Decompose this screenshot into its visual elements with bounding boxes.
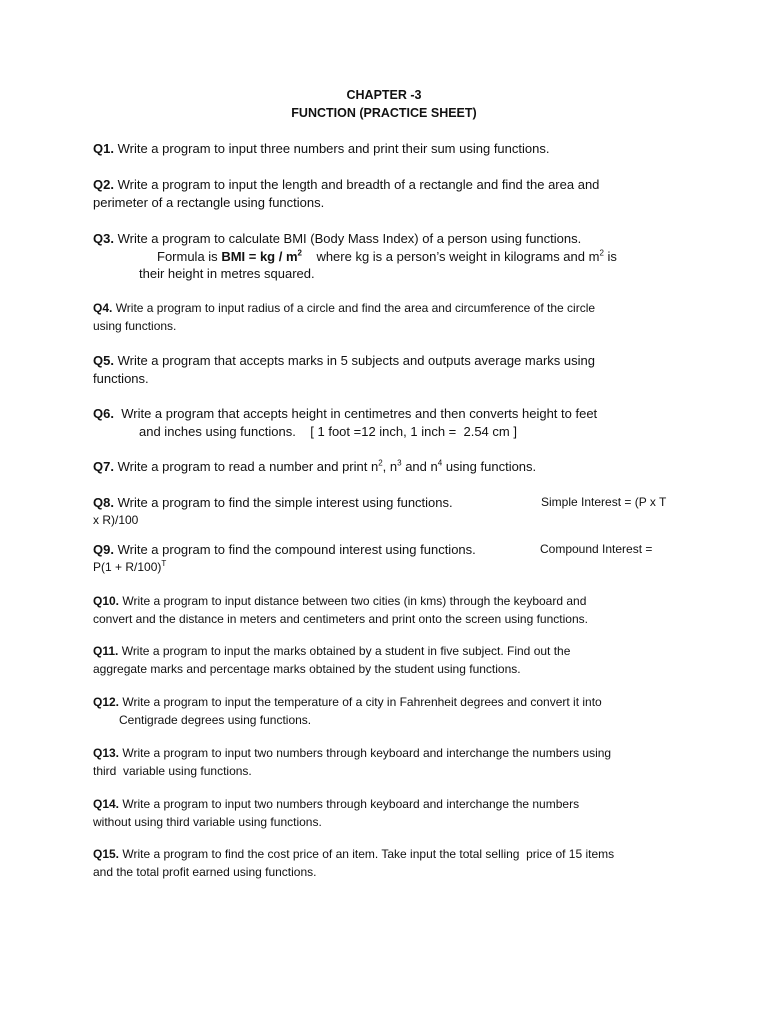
bmi-formula	[221, 249, 302, 264]
compound-interest-formula: Compound Interest =	[540, 542, 653, 556]
question-text: Write a program to input the temperature of a city in Fahrenheit degrees and convert it into	[122, 695, 602, 709]
question-6	[93, 405, 685, 440]
question-number: Q11.	[93, 644, 119, 658]
question-number: Q12.	[93, 695, 120, 709]
question-number: Q10.	[93, 594, 120, 608]
question-text-cont: functions.	[93, 370, 149, 386]
question-text: Write a program to input three numbers and print their sum using functions.	[117, 141, 550, 156]
question-text: Write a program to find the cost price of an item. Take input the total selling price of 15 items	[122, 847, 615, 861]
question-text-cont: their height in metres squared.	[139, 266, 315, 281]
question-text: Write a program to input the length and breadth of a rectangle and find the area and	[117, 177, 600, 192]
question-5	[93, 352, 685, 387]
question-text: Write a program to input two numbers through keyboard and interchange the numbers using	[122, 746, 612, 760]
question-text: Write a program to find the compound interest using functions.	[117, 542, 476, 557]
question-text-cont: Centigrade degrees using functions.	[119, 712, 312, 727]
question-number: Q14.	[93, 797, 120, 811]
question-13	[93, 745, 685, 780]
question-number: Q3.	[93, 231, 114, 246]
question-text: Write a program to input the marks obtained by a student in five subject. Find out the	[121, 644, 571, 658]
question-number: Q1.	[93, 141, 114, 156]
question-number: Q13.	[93, 746, 120, 760]
compound-formula-cont	[93, 559, 685, 577]
formula-exponent: T	[161, 558, 167, 568]
question-text: Write a program to find the simple interest using functions.	[117, 495, 453, 510]
formula-prefix: Formula is	[157, 248, 218, 264]
question-2	[93, 176, 685, 211]
formula-text: BMI = kg / m	[221, 248, 298, 264]
formula-explanation-end: is	[607, 248, 617, 264]
question-text: Write a program to read a number and print n	[117, 459, 379, 474]
question-7	[93, 458, 685, 476]
question-text: Write a program that accepts height in centimetres and then converts height to feet	[121, 406, 598, 421]
bmi-formula-line	[93, 248, 685, 266]
formula-exponent-2: 2	[599, 248, 604, 258]
question-15	[93, 846, 685, 881]
question-number: Q2.	[93, 177, 114, 192]
question-text: Write a program to input distance between two cities (in kms) through the keyboard and	[122, 594, 587, 608]
exponent-2: 2	[378, 458, 383, 468]
question-text-cont: and inches using functions. [ 1 foot =12 inch, 1 inch = 2.54 cm ]	[139, 423, 517, 439]
question-text-cont: using functions.	[93, 318, 177, 333]
question-10	[93, 593, 685, 628]
question-1	[93, 140, 685, 158]
question-14	[93, 796, 685, 831]
chapter-heading: CHAPTER -3	[346, 88, 422, 102]
question-11	[93, 643, 685, 678]
exponent-4: 4	[437, 458, 443, 468]
formula-explanation: where kg is a person’s weight in kilograms and m	[316, 248, 600, 264]
question-text: Write a program that accepts marks in 5 subjects and outputs average marks using	[117, 353, 595, 368]
question-number: Q8.	[93, 495, 114, 510]
question-4	[93, 300, 685, 335]
question-text-cont: x R)/100	[93, 512, 139, 527]
sheet-title: FUNCTION (PRACTICE SHEET)	[291, 106, 477, 120]
question-text: Write a program to input radius of a circle and find the area and circumference of the circle	[115, 301, 596, 315]
question-3	[93, 230, 685, 283]
simple-interest-formula: Simple Interest = (P x T	[541, 495, 667, 509]
question-text: Write a program to calculate BMI (Body Mass Index) of a person using functions.	[117, 231, 582, 246]
question-text: Write a program to input two numbers through keyboard and interchange the numbers	[122, 797, 580, 811]
question-text-mid: and n	[401, 459, 438, 474]
question-12	[93, 694, 685, 729]
question-number: Q4.	[93, 301, 113, 315]
question-number: Q6.	[93, 406, 114, 421]
question-text-end: using functions.	[442, 459, 537, 474]
question-number: Q15.	[93, 847, 120, 861]
question-text-cont: and the total profit earned using functions.	[93, 864, 317, 879]
exponent-3: 3	[397, 458, 402, 468]
question-number: Q5.	[93, 353, 114, 368]
question-text-cont: perimeter of a rectangle using functions.	[93, 194, 325, 210]
question-number: Q7.	[93, 459, 114, 474]
formula-text: P(1 + R/100)	[93, 559, 162, 574]
question-text-cont: convert and the distance in meters and centimeters and print onto the screen using functions.	[93, 611, 588, 626]
question-text-mid: , n	[382, 459, 398, 474]
question-text-cont: without using third variable using functions.	[93, 814, 322, 829]
question-text-cont: third variable using functions.	[93, 763, 252, 778]
question-text-cont: aggregate marks and percentage marks obtained by the student using functions.	[93, 661, 521, 676]
question-number: Q9.	[93, 542, 114, 557]
formula-exponent: 2	[297, 248, 302, 258]
